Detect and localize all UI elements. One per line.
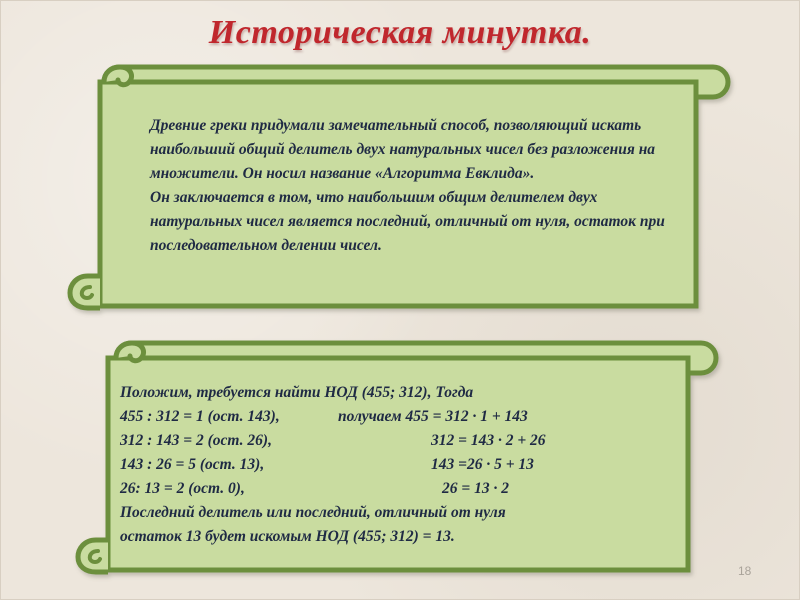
step-row xyxy=(120,477,680,501)
conclusion-text: остаток 13 будет искомым НОД (455; 312) = 13. xyxy=(120,528,455,545)
slide-title: Историческая минутка. xyxy=(208,14,592,51)
step-division: 455 : 312 = 1 (ост. 143), xyxy=(120,408,280,425)
example-intro-text: Положим, требуется найти НОД (455; 312), Тогда xyxy=(120,384,474,401)
step-result: 312 = 143 · 2 + 26 xyxy=(431,432,546,449)
step-result: 143 =26 · 5 + 13 xyxy=(431,456,534,473)
history-paragraph-2: Он заключается в том, что наибольшим общим делителем двух натуральных чисел является последний, отличный от нуля, остаток при последовательном делении чисел. xyxy=(150,189,665,254)
example-intro xyxy=(120,381,680,405)
step-result: 26 = 13 · 2 xyxy=(442,480,509,497)
scroll-1-text xyxy=(122,114,692,258)
step-division: 143 : 26 = 5 (ост. 13), xyxy=(120,456,265,473)
step-division: 26: 13 = 2 (ост. 0), xyxy=(120,480,245,497)
step-result: получаем 455 = 312 · 1 + 143 xyxy=(338,408,528,425)
scroll-2-text xyxy=(120,381,680,549)
conclusion-line xyxy=(120,525,680,549)
step-row xyxy=(120,405,680,429)
step-row xyxy=(120,429,680,453)
step-row xyxy=(120,453,680,477)
step-division: 312 : 143 = 2 (ост. 26), xyxy=(120,432,272,449)
history-paragraph-1: Древние греки придумали замечательный способ, позволяющий искать наибольший общий делитель двух натуральных чисел без разложения на множители. Он носил название «Алгоритма Евклида». xyxy=(150,117,656,182)
conclusion-line xyxy=(120,501,680,525)
conclusion-text: Последний делитель или последний, отличный от нуля xyxy=(120,504,506,521)
page-number: 18 xyxy=(738,564,752,578)
